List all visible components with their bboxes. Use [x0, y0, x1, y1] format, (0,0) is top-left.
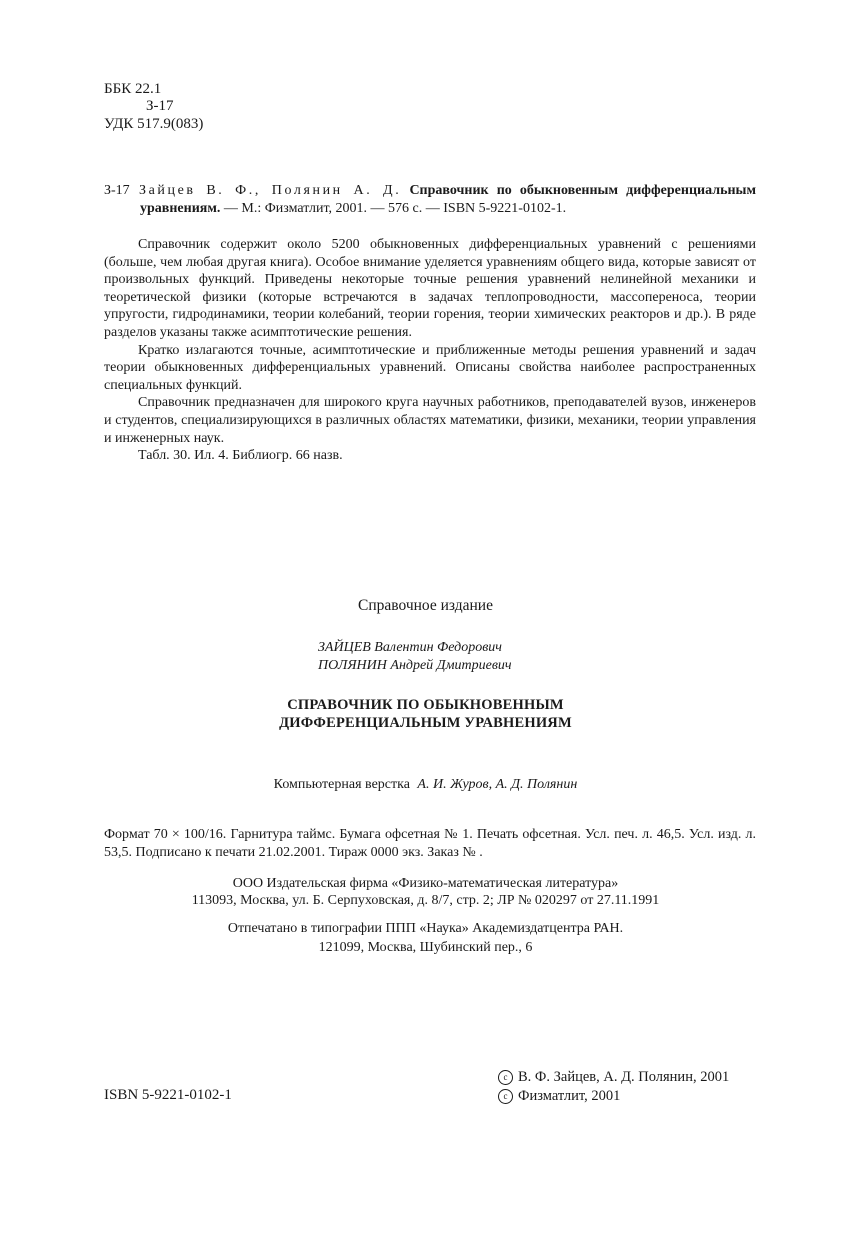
publisher-name: ООО Издательская фирма «Физико-математическая литература» — [232, 876, 619, 891]
abstract-paragraph: Справочник содержит около 5200 обыкновенных дифференциальных уравнений с решениями (больше, чем любая другая книга). Особое внимание уделяется уравнениям общего вида, которые зависят от произвольных функций. Приведены некоторые точные решения уравнений нелинейной механики и теоретической физики (которые встречаются в задачах теплопроводности, массопереноса, теории упругости, гидродинамики, теории колебаний, теории горения, теории химических реакторов и др.). В ряде разделов указаны также асимптотические решения. — [104, 237, 756, 340]
publisher-address: 113093, Москва, ул. Б. Серпуховская, д. 8/7, стр. 2; ЛР № 020297 от 27.11.1991 — [191, 893, 660, 908]
book-title-line: ДИФФЕРЕНЦИАЛЬНЫМ УРАВНЕНИЯМ — [279, 715, 572, 731]
bibliographic-title: Справочник по обыкновенным дифференциальным уравнениям. — [140, 183, 757, 216]
udk-code: УДК 517.9(083) — [104, 116, 204, 132]
bbk-code: ББК 22.1 — [104, 81, 162, 97]
abstract-paragraph: Табл. 30. Ил. 4. Библиогр. 66 назв. — [138, 448, 343, 464]
abstract-paragraph: Справочник предназначен для широкого круга научных работников, преподавателей вузов, инженеров и студентов, специализирующихся в различных областях математики, физики, механики, теории управления и инженерных наук. — [104, 395, 756, 446]
bibliographic-authors: Зайцев В. Ф., Полянин А. Д. — [139, 183, 402, 198]
copyright-block — [498, 1068, 729, 1106]
author-full-name: ПОЛЯНИН Андрей Дмитриевич — [318, 658, 512, 673]
copyright-holder: В. Ф. Зайцев, А. Д. Полянин, 2001 — [518, 1069, 730, 1085]
printer-name: Отпечатано в типографии ППП «Наука» Академиздатцентра РАН. — [227, 921, 624, 936]
copyright-line — [498, 1087, 729, 1106]
isbn: ISBN 5-9221-0102-1 — [104, 1087, 232, 1103]
printer-address: 121099, Москва, Шубинский пер., 6 — [318, 940, 533, 955]
copyright-icon: c — [498, 1070, 513, 1085]
typesetting-credit — [0, 776, 851, 794]
copyright-icon: c — [498, 1089, 513, 1104]
book-title — [0, 696, 851, 732]
typesetting-names: А. И. Журов, А. Д. Полянин — [417, 777, 578, 792]
bibliographic-entry — [104, 182, 756, 218]
copyright-holder: Физматлит, 2001 — [518, 1088, 621, 1104]
copyright-line — [498, 1068, 729, 1087]
abstract — [104, 236, 756, 465]
typesetting-label: Компьютерная верстка — [273, 777, 410, 792]
bibliographic-code: З-17 — [104, 183, 130, 198]
author-full-name: ЗАЙЦЕВ Валентин Федорович — [318, 640, 502, 655]
book-title-line: СПРАВОЧНИК ПО ОБЫКНОВЕННЫМ — [287, 697, 564, 713]
imprint-details: Формат 70 × 100/16. Гарнитура таймс. Бумага офсетная № 1. Печать офсетная. Усл. печ. л. 46,5. Усл. изд. л. 53,5. Подписано к печати 21.02.2001. Тираж 0000 экз. Заказ № . — [104, 827, 756, 860]
abstract-paragraph: Кратко излагаются точные, асимптотические и приближенные методы решения уравнений и задач теории обыкновенных дифференциальных уравнений. Описаны свойства наиболее распространенных специальных функций. — [104, 342, 756, 393]
edition-type: Справочное издание — [358, 597, 493, 614]
bibliographic-publication: — М.: Физматлит, 2001. — 576 с. — ISBN 5-9221-0102-1. — [223, 201, 567, 216]
author-mark: З-17 — [146, 98, 174, 114]
